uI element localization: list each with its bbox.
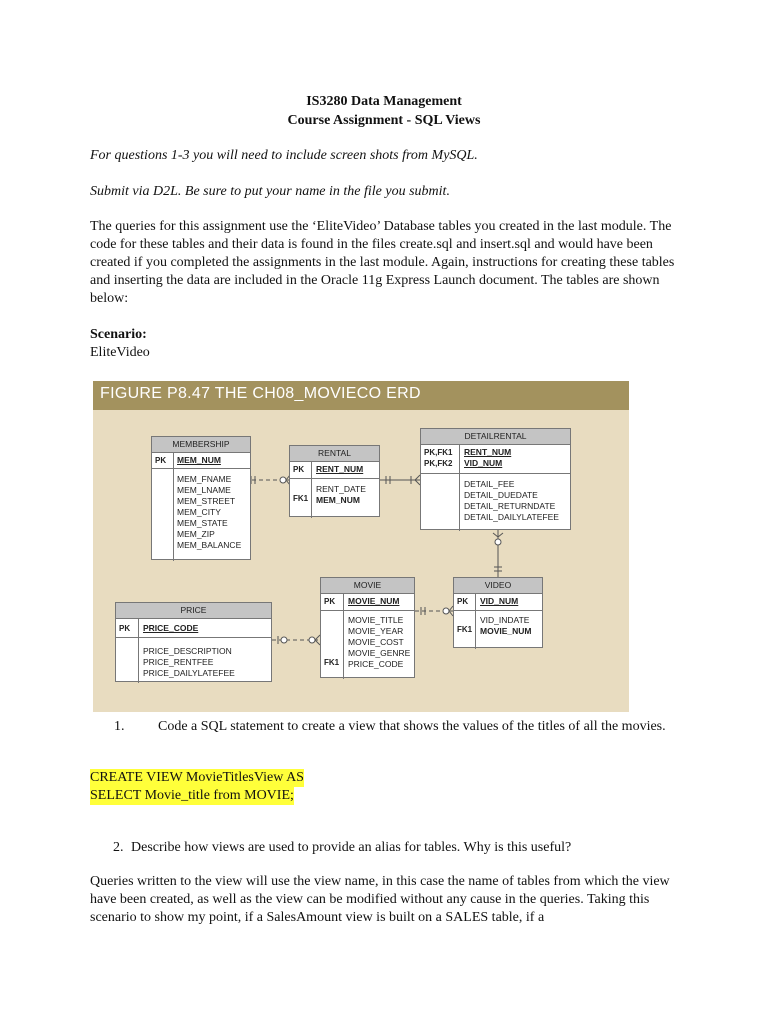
attribute: PRICE_CODE [348, 659, 404, 669]
pk-label: PK [152, 453, 174, 468]
attribute: MEM_FNAME [177, 474, 232, 484]
pk-labels [421, 445, 460, 473]
entity-pk-row [454, 594, 542, 611]
entity-attr-row [116, 638, 271, 683]
entity-name: MOVIE [321, 578, 414, 594]
pk-attribute: MOVIE_NUM [348, 596, 400, 606]
answer-1-line-2 [90, 787, 294, 805]
answer-1-line-1 [90, 769, 304, 787]
attribute: MEM_NUM [316, 495, 360, 505]
attribute-list [116, 638, 271, 681]
entity-name: PRICE [116, 603, 271, 619]
attribute: MEM_BALANCE [177, 540, 242, 550]
entity-name: MEMBERSHIP [152, 437, 250, 453]
attribute: PRICE_DAILYLATEFEE [143, 668, 235, 678]
attribute: MEM_ZIP [177, 529, 215, 539]
attribute: MOVIE_YEAR [348, 626, 404, 636]
entity-attr-row [454, 611, 542, 649]
attribute: PRICE_RENTFEE [143, 657, 214, 667]
attribute: DETAIL_DAILYLATEFEE [464, 512, 559, 522]
figure-title: FIGURE P8.47 THE CH08_MOVIECO ERD [100, 385, 421, 402]
attribute: MOVIE_COST [348, 637, 404, 647]
submit-note: Submit via D2L. Be sure to put your name in the file you submit. [90, 184, 450, 199]
entity-attr-row [421, 474, 570, 531]
attribute: DETAIL_DUEDATE [464, 490, 538, 500]
entity-name: RENTAL [290, 446, 379, 462]
attribute: MOVIE_NUM [480, 626, 532, 636]
highlighted-sql: SELECT Movie_title from MOVIE; [90, 788, 294, 803]
entity-attr-row [152, 469, 250, 561]
answer-2-paragraph: Queries written to the view will use the view name, in this case the name of tables from which the view have been created, as well as the view can be modified without any cause in the queries. Taking this scenario to show my point, if a SalesAmount view is built on a SALES table, if a [90, 874, 670, 925]
attribute: RENT_DATE [316, 484, 366, 494]
attribute: MEM_CITY [177, 507, 221, 517]
question-2-number: 2. [113, 840, 124, 855]
attribute: PRICE_DESCRIPTION [143, 646, 232, 656]
video-entity [453, 577, 543, 648]
attribute: MOVIE_GENRE [348, 648, 411, 658]
pk-label: PK [454, 594, 476, 610]
fk-label: FK1 [321, 611, 344, 679]
entity-pk-row [152, 453, 250, 469]
pk-label: PK,FK1 [424, 448, 453, 457]
pk-attribute: RENT_NUM [464, 447, 512, 457]
membership-entity [151, 436, 251, 560]
erd-figure [93, 381, 629, 712]
pk-attribute: VID_NUM [480, 596, 519, 606]
entity-pk-row [290, 462, 379, 479]
attribute: MOVIE_TITLE [348, 615, 404, 625]
pk-label: PK [116, 619, 139, 637]
pk-attribute: MEM_NUM [177, 455, 221, 465]
pk-label: PK [290, 462, 312, 478]
entity-pk-row [116, 619, 271, 638]
attribute: MEM_LNAME [177, 485, 231, 495]
pk-attribute: VID_NUM [464, 458, 503, 468]
question-2-text: Describe how views are used to provide an alias for tables. Why is this useful? [131, 840, 572, 855]
pk-attribute: PRICE_CODE [143, 623, 199, 633]
pk-attribute: RENT_NUM [316, 464, 364, 474]
scenario-label: Scenario: [90, 327, 147, 342]
highlighted-sql: CREATE VIEW MovieTitlesView AS [90, 770, 304, 785]
intro-paragraph: The queries for this assignment use the ‘EliteVideo’ Database tables you created in the last module. The code for these tables and their data is found in the files create.sql and insert.sql and would have been created if you completed the assignments in the last module. Again, instructions for creating these tables and inserting the data are included in the Oracle 11g Express Launch document. The tables are shown below: [90, 219, 675, 306]
entity-pk-row [421, 445, 570, 474]
entity-pk-row [321, 594, 414, 611]
rental-entity [289, 445, 380, 517]
pk-label: PK,FK2 [424, 459, 453, 468]
scenario-name: EliteVideo [90, 345, 150, 360]
pk-label: PK [321, 594, 344, 610]
attribute: VID_INDATE [480, 615, 530, 625]
question-1-text: Code a SQL statement to create a view that shows the values of the titles of all the movies. [158, 719, 666, 734]
screenshots-note: For questions 1-3 you will need to include screen shots from MySQL. [90, 148, 478, 163]
entity-attr-row [290, 479, 379, 518]
question-1-number: 1. [114, 719, 125, 734]
fk-label: FK1 [290, 479, 312, 518]
movie-entity [320, 577, 415, 678]
attribute: MEM_STATE [177, 518, 228, 528]
attribute: DETAIL_RETURNDATE [464, 501, 556, 511]
attribute: MEM_STREET [177, 496, 236, 506]
attribute: DETAIL_FEE [464, 479, 515, 489]
entity-name: DETAILRENTAL [421, 429, 570, 445]
doc-title-line-1: IS3280 Data Management [306, 94, 462, 109]
doc-title-line-2: Course Assignment - SQL Views [287, 113, 481, 128]
fk-label: FK1 [454, 611, 476, 649]
price-entity [115, 602, 272, 682]
detailrental-entity [420, 428, 571, 530]
entity-attr-row [321, 611, 414, 679]
entity-name: VIDEO [454, 578, 542, 594]
